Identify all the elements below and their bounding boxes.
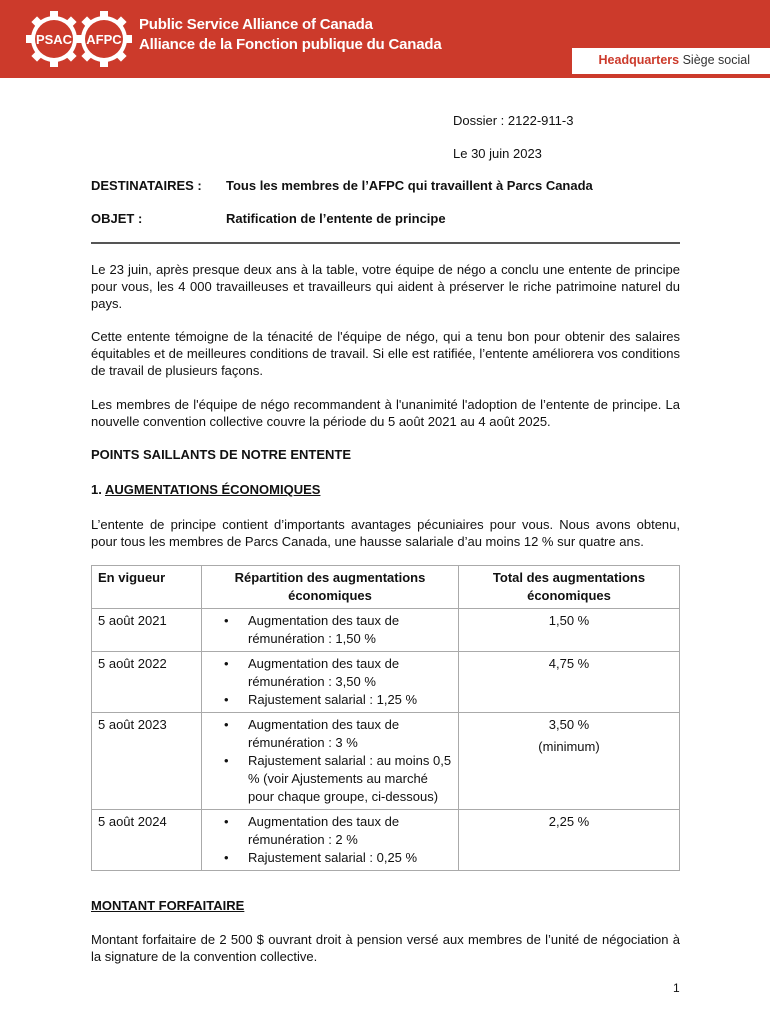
column-header-breakdown: Répartition des augmentations économiques bbox=[202, 566, 459, 609]
row-date: 5 août 2022 bbox=[92, 652, 202, 713]
siege-social-label: Siège social bbox=[682, 53, 750, 67]
section1-number: 1. bbox=[91, 482, 102, 497]
letter-date: Le 30 juin 2023 bbox=[453, 146, 542, 161]
total-value: 3,50 % bbox=[548, 717, 590, 732]
header-banner bbox=[0, 0, 770, 78]
section1-title: AUGMENTATIONS ÉCONOMIQUES bbox=[104, 482, 321, 497]
divider bbox=[91, 242, 680, 244]
row-total bbox=[459, 713, 680, 810]
org-name-english: Public Service Alliance of Canada bbox=[139, 16, 373, 33]
afpc-logo-text: AFPC bbox=[86, 32, 122, 47]
total-value: 4,75 % bbox=[548, 656, 590, 671]
row-breakdown bbox=[202, 713, 459, 810]
breakdown-item: • Augmentation des taux de rémunération : 1,50 % bbox=[248, 612, 452, 648]
subject-value: Ratification de l’entente de principe bbox=[226, 211, 446, 226]
total-value: 2,25 % bbox=[548, 814, 590, 829]
total-note: (minimum) bbox=[538, 739, 600, 754]
row-breakdown bbox=[202, 810, 459, 871]
table-row bbox=[92, 713, 680, 810]
breakdown-item: • Augmentation des taux de rémunération : 3 % bbox=[248, 716, 452, 752]
section1-intro: L’entente de principe contient d’importants avantages pécuniaires pour vous. Nous avons obtenu, pour tous les membres de Parcs Canada, une hausse salariale d’au moins 12 % sur quatre ans. bbox=[91, 517, 680, 549]
table-row bbox=[92, 810, 680, 871]
row-total bbox=[459, 810, 680, 871]
lump-sum-heading: MONTANT FORFAITAIRE bbox=[91, 898, 245, 913]
paragraph-recommendation: Les membres de l'équipe de négo recommandent à l'unanimité l'adoption de l’entente de principe. La nouvelle convention collective couvre la période du 5 août 2021 au 4 août 2025. bbox=[91, 397, 680, 429]
column-header-effective: En vigueur bbox=[92, 566, 202, 609]
afpc-logo-gear-icon bbox=[75, 10, 133, 68]
row-breakdown bbox=[202, 609, 459, 652]
economic-increases-table bbox=[91, 565, 680, 871]
headquarters-tab bbox=[572, 48, 770, 74]
column-header-total: Total des augmentations économiques bbox=[459, 566, 680, 609]
row-date: 5 août 2024 bbox=[92, 810, 202, 871]
table-row bbox=[92, 609, 680, 652]
row-date: 5 août 2023 bbox=[92, 713, 202, 810]
breakdown-item: • Rajustement salarial : 0,25 % bbox=[248, 849, 452, 867]
breakdown-item: • Rajustement salarial : au moins 0,5 % (voir Ajustements au marché pour chaque groupe, ci-dessous) bbox=[248, 752, 452, 806]
row-total bbox=[459, 652, 680, 713]
recipients-label: DESTINATAIRES : bbox=[91, 178, 202, 193]
highlights-heading: POINTS SAILLANTS DE NOTRE ENTENTE bbox=[91, 447, 352, 462]
lump-sum-text: Montant forfaitaire de 2 500 $ ouvrant droit à pension versé aux membres de l’unité de négociation à la signature de la convention collective. bbox=[91, 932, 680, 964]
total-value: 1,50 % bbox=[548, 613, 590, 628]
breakdown-item: • Augmentation des taux de rémunération : 2 % bbox=[248, 813, 452, 849]
row-date: 5 août 2021 bbox=[92, 609, 202, 652]
psac-logo-text: PSAC bbox=[35, 32, 73, 47]
table-header-row bbox=[92, 566, 680, 609]
row-breakdown bbox=[202, 652, 459, 713]
page-number: 1 bbox=[673, 981, 680, 995]
paragraph-tenacity: Cette entente témoigne de la ténacité de l'équipe de négo, qui a tenu bon pour obtenir des salaires équitables et de meilleures conditions de travail. Si elle est ratifiée, l’entente améliorera vos conditions de travail de plusieurs façons. bbox=[91, 329, 680, 378]
org-name-french: Alliance de la Fonction publique du Canada bbox=[139, 36, 442, 53]
breakdown-item: • Rajustement salarial : 1,25 % bbox=[248, 691, 452, 709]
breakdown-item: • Augmentation des taux de rémunération : 3,50 % bbox=[248, 655, 452, 691]
subject-label: OBJET : bbox=[91, 211, 143, 226]
recipients-value: Tous les membres de l’AFPC qui travaillent à Parcs Canada bbox=[226, 178, 593, 193]
table-row bbox=[92, 652, 680, 713]
section1-heading bbox=[91, 482, 320, 497]
headquarters-label: Headquarters bbox=[598, 53, 680, 67]
row-total bbox=[459, 609, 680, 652]
paragraph-intro: Le 23 juin, après presque deux ans à la table, votre équipe de négo a conclu une entente de principe pour vous, les 4 000 travailleuses et travailleurs qui aident à préserver le riche patrimoine naturel du pays. bbox=[91, 262, 680, 311]
dossier-number: Dossier : 2122-911-3 bbox=[453, 113, 574, 128]
